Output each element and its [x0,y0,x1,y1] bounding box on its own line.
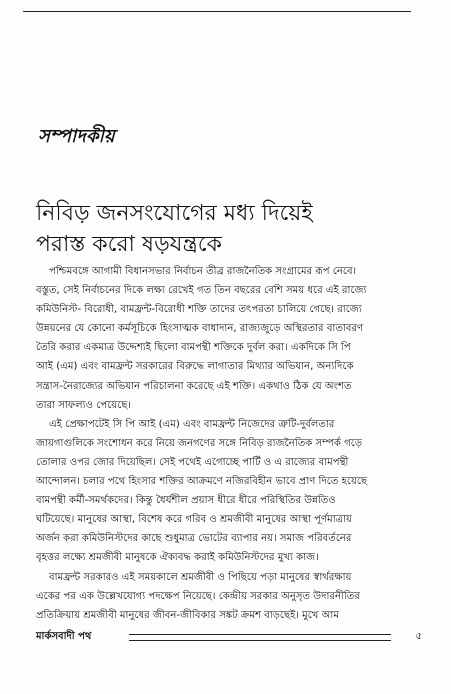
section-label: সম্পাদকীয় [38,126,115,147]
publication-name: মার্কসবাদী পথ [36,631,92,642]
article-body [36,262,423,625]
paragraph-line: অর্জন করা কমিউনিস্টদের কাছে শুধুমাত্র ভোটের ব্যাপার নয়। সমাজ পরিবর্তনের [36,533,352,545]
paragraph-line: উন্নয়নের যে কোনো কর্মসূচিকে হিংসাত্মক বাধাদান, রাজ্যজুড়ে অস্থিরতার বাতাবরণ [36,323,364,335]
paragraph-line: তোলার ওপর জোর দিয়েছিল। সেই পথেই এগোচ্ছে পার্টি ও এ রাজ্যের বামপন্থী [36,456,349,468]
paragraph-line: ঘটিয়েছে। মানুষের আস্থা, বিশেষ করে গরিব ও শ্রমজীবী মানুষের আস্থা পূর্ণমাত্রায় [36,514,352,526]
paragraph-line: জায়গাগুলিকে সংশোধন করে নিয়ে জনগণের সঙ্গে নিবিড় রাজনৈতিক সম্পর্ক গড়ে [36,437,363,449]
top-rule [23,11,411,12]
headline [36,198,426,260]
paragraph-line: বামফ্রন্ট সরকারও এই সময়কালে শ্রমজীবী ও পিছিয়ে পড়া মানুষের স্বার্থরক্ষায় [49,571,352,583]
paragraph-2 [36,415,423,568]
paragraph-line: বামপন্থী কর্মী-সমর্থকদের। কিন্তু ধৈর্যশীল প্রয়াস ধীরে ধীরে পরিস্থিতির উন্নতিও [36,495,336,507]
paragraph-1 [36,262,423,415]
headline-line-2: পরাস্ত করো ষড়যন্ত্রকে [36,232,222,257]
paragraph-line: পশ্চিমবঙ্গে আগামী বিধানসভার নির্বাচন তীব্র রাজনৈতিক সংগ্রামের রূপ নেবে। [49,266,357,277]
paragraph-line: তারা সাফল্যও পেয়েছে। [36,399,131,411]
paragraph-line: এই প্রেক্ষাপটেই সি পি আই (এম) এবং বামফ্রন্ট নিজেদের ত্রুটি-দুর্বলতার [49,418,335,430]
paragraph-line: বস্তুত, সেই নির্বাচনের দিকে লক্ষ্য রেখেই গত তিন বছরের বেশি সময় ধরে এই রাজ্যে [36,285,367,297]
paragraph-line: সন্ত্রাস-নৈরাজ্যের অভিযান পরিচালনা করেছে এই শক্তি। একথাও ঠিক যে অংশত [36,380,352,392]
page-number: ৫ [415,631,422,642]
paragraph-line: বৃহত্তর লক্ষ্যে শ্রমজীবী মানুষকে ঐক্যবদ্ধ করাই কমিউনিস্টদের মুখ্য কাজ। [36,552,319,564]
footer-double-rule [129,634,391,641]
paragraph-line: প্রতিক্রিয়ায় শ্রমজীবী মানুষের জীবন-জীবিকার সঙ্কট ক্রমশ বাড়ছেই। মুখে আম [36,609,340,621]
paragraph-line: আই (এম) এবং বামফ্রন্ট সরকারের বিরুদ্ধে লাগাতার মিথ্যার অভিযান, অন্যদিকে [36,361,354,373]
headline-line-1: নিবিড় জনসংযোগের মধ্য দিয়েই [36,201,313,226]
paragraph-line: কমিউনিস্ট- বিরোধী, বামফ্রন্ট-বিরোধী শক্তি তাদের তৎপরতা চালিয়ে গেছে। রাজ্যে [36,304,362,316]
paragraph-3 [36,568,423,625]
page-footer [36,629,422,649]
paragraph-line: একের পর এক উল্লেখযোগ্য পদক্ষেপ নিয়েছে। কেন্দ্রীয় সরকার অনুসৃত উদারনীতির [36,590,360,602]
paragraph-line: তৈরি করার একমাত্র উদ্দেশ্যই ছিলো বামপন্থী শক্তিকে দুর্বল করা। একদিকে সি পি [36,342,351,354]
paragraph-line: আন্দোলন। চলার পথে হিংসার শক্তির আক্রমণে নজিরবিহীন ভাবে প্রাণ দিতে হয়েছে [36,476,368,488]
